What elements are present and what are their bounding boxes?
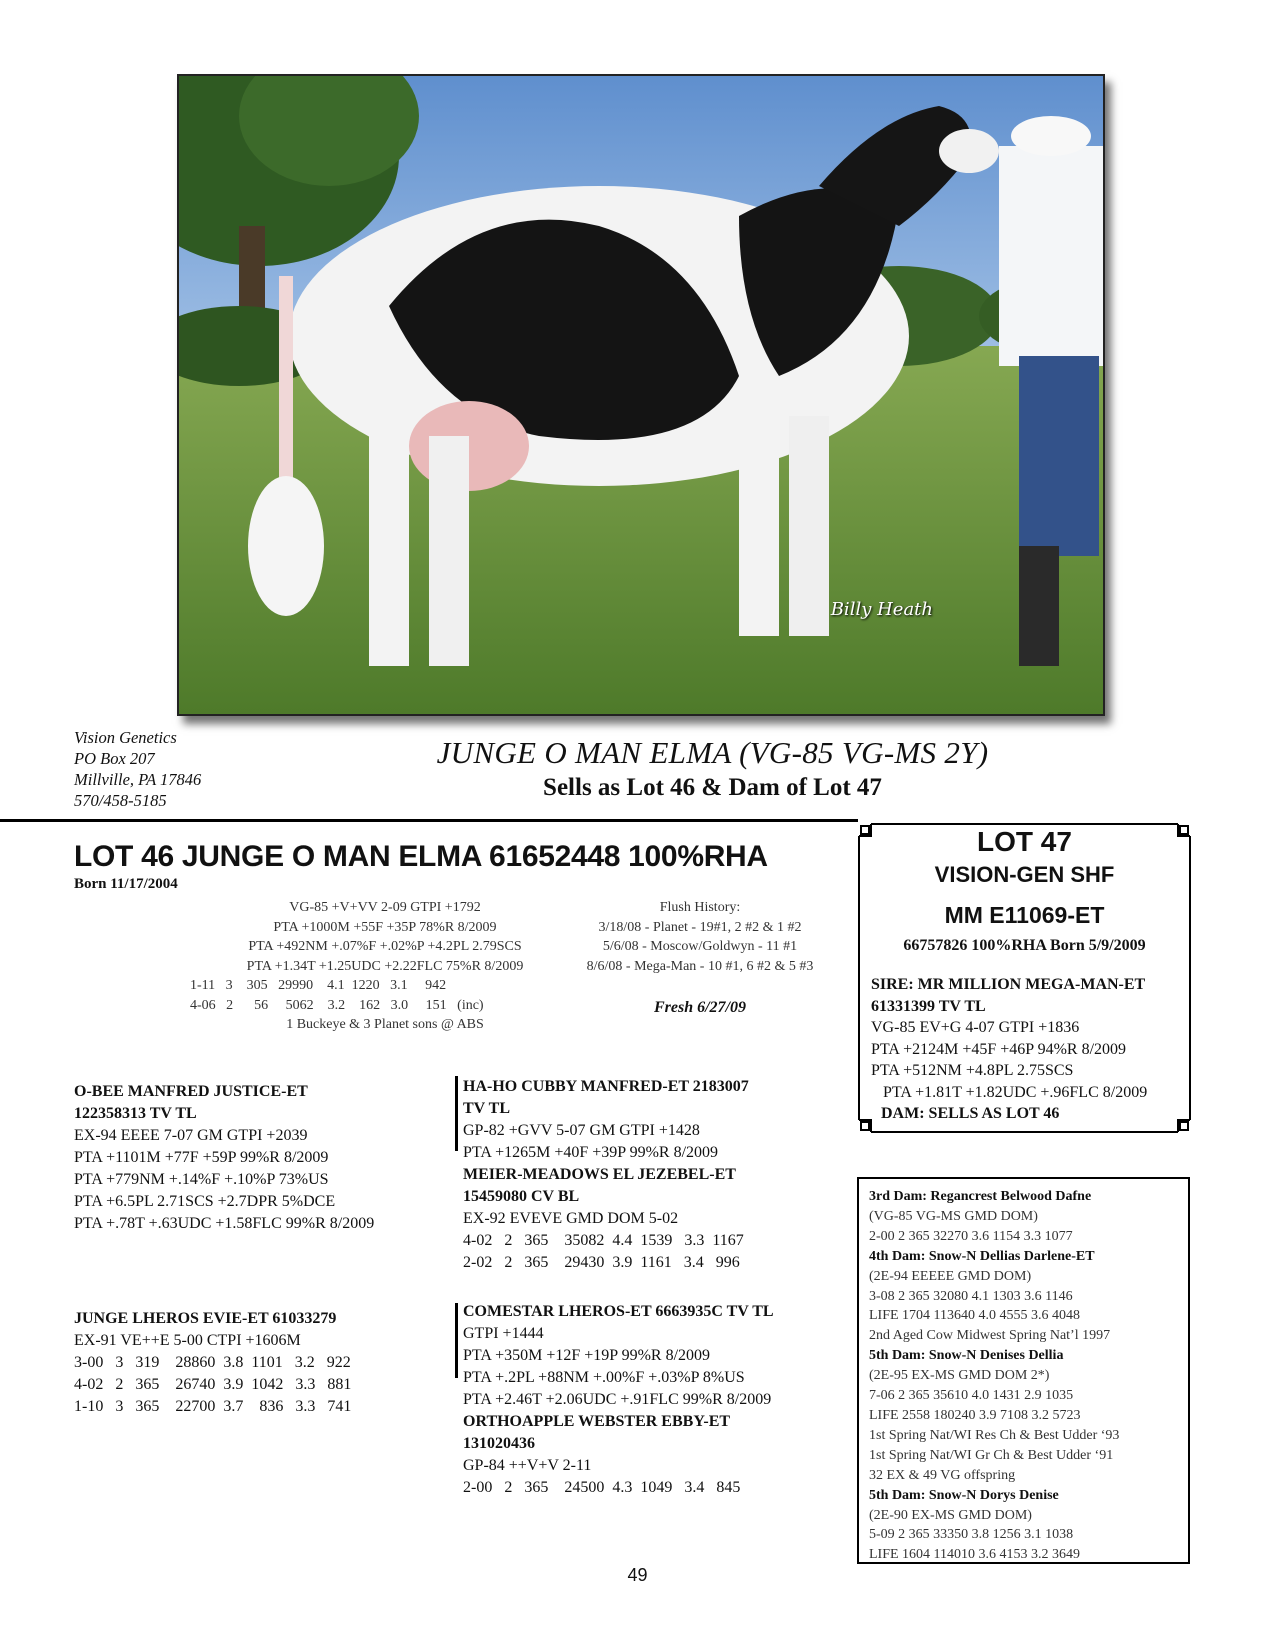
lot47-sire-name: SIRE: MR MILLION MEGA-MAN-ET bbox=[871, 976, 1146, 993]
dam-sire-line: GTPI +1444 bbox=[463, 1325, 544, 1342]
ancestor-line: (2E-95 EX-MS GMD DOM 2*) bbox=[869, 1368, 1050, 1384]
pedigree-bracket bbox=[455, 1303, 458, 1378]
dam-block bbox=[74, 1308, 434, 1418]
address-line: Vision Genetics bbox=[74, 728, 177, 747]
sire-line: PTA +1101M +77F +59P 99%R 8/2009 bbox=[74, 1149, 329, 1166]
ancestor-line: 7-06 2 365 35610 4.0 1431 2.9 1035 bbox=[869, 1388, 1074, 1404]
dam-record: 3-00 3 319 28860 3.8 1101 3.2 922 bbox=[74, 1354, 351, 1371]
dam-record: 1-10 3 365 22700 3.7 836 3.3 741 bbox=[74, 1398, 352, 1415]
dam-dam-record: 2-00 2 365 24500 4.3 1049 3.4 845 bbox=[463, 1479, 741, 1496]
ancestor-line: (2E-90 EX-MS GMD DOM) bbox=[869, 1507, 1032, 1523]
sire-line: EX-94 EEEE 7-07 GM GTPI +2039 bbox=[74, 1127, 308, 1144]
lot47-sire-line: PTA +1.81T +1.82UDC +.96FLC 8/2009 bbox=[871, 1083, 1148, 1101]
lot47-sire-reg: 61331399 TV TL bbox=[871, 997, 986, 1015]
page-title: JUNGE O MAN ELMA (VG-85 VG-MS 2Y) bbox=[436, 735, 989, 770]
sire-sire-line: PTA +1265M +40F +39P 99%R 8/2009 bbox=[463, 1144, 719, 1161]
record-line: 1-11 3 305 29990 4.1 1220 3.1 942 bbox=[190, 978, 447, 993]
divider bbox=[0, 819, 858, 822]
ancestor-line: 1st Spring Nat/WI Gr Ch & Best Udder ‘91 bbox=[869, 1447, 1114, 1463]
ancestor-heading: 5th Dam: Snow-N Denises Dellia bbox=[869, 1348, 1064, 1364]
lot46-born: Born 11/17/2004 bbox=[74, 876, 178, 892]
ancestor-heading: 3rd Dam: Regancrest Belwood Dafne bbox=[869, 1189, 1092, 1204]
lot47-dam-line: DAM: SELLS AS LOT 46 bbox=[881, 1105, 1060, 1122]
sire-line: PTA +779NM +.14%F +.10%P 73%US bbox=[74, 1171, 329, 1188]
flush-line: 3/18/08 - Planet - 19#1, 2 #2 & 1 #2 bbox=[598, 919, 802, 935]
lot47-sire-line: PTA +2124M +45F +46P 94%R 8/2009 bbox=[871, 1040, 1127, 1058]
flush-line: 8/6/08 - Mega-Man - 10 #1, 6 #2 & 5 #3 bbox=[586, 958, 814, 974]
dam-sire-line: PTA +350M +12F +19P 99%R 8/2009 bbox=[463, 1347, 711, 1364]
lot47-sire-line: PTA +512NM +4.8PL 2.75SCS bbox=[871, 1062, 1074, 1079]
record-line: 4-06 2 56 5062 3.2 162 3.0 151 (inc) bbox=[190, 997, 484, 1013]
sire-sire-reg: TV TL bbox=[463, 1100, 510, 1117]
lot47-sire-line: VG-85 EV+G 4-07 GTPI +1836 bbox=[871, 1019, 1080, 1036]
sire-dam-record: 2-02 2 365 29430 3.9 1161 3.4 996 bbox=[463, 1254, 740, 1271]
sire-dam-record: 4-02 2 365 35082 4.4 1539 3.3 1167 bbox=[463, 1232, 744, 1249]
page-number: 49 bbox=[627, 1565, 648, 1585]
sons-line: 1 Buckeye & 3 Planet sons @ ABS bbox=[286, 1017, 484, 1032]
flush-history bbox=[555, 898, 845, 976]
lot46-stats bbox=[180, 898, 590, 1035]
flush-title: Flush History: bbox=[659, 900, 741, 915]
lot46-heading: LOT 46 JUNGE O MAN ELMA 61652448 100%RHA bbox=[74, 840, 768, 873]
sire-dam-name: MEIER-MEADOWS EL JEZEBEL-ET bbox=[463, 1166, 736, 1183]
photo-credit: Billy Heath bbox=[830, 599, 933, 620]
dam-name: JUNGE LHEROS EVIE-ET 61033279 bbox=[74, 1310, 337, 1327]
dam-dam-line: GP-84 ++V+V 2-11 bbox=[463, 1457, 592, 1474]
cow-photo-illustration bbox=[179, 76, 1103, 714]
sire-sire-block bbox=[463, 1076, 823, 1274]
dam-sire-line: PTA +2.46T +2.06UDC +.91FLC 99%R 8/2009 bbox=[463, 1391, 772, 1408]
sire-line: PTA +6.5PL 2.71SCS +2.7DPR 5%DCE bbox=[74, 1193, 336, 1210]
stat-line: VG-85 +V+VV 2-09 GTPI +1792 bbox=[289, 900, 481, 915]
sire-dam-reg: 15459080 CV BL bbox=[463, 1188, 580, 1205]
dam-dam-reg: 131020436 bbox=[463, 1435, 535, 1452]
stat-line: PTA +492NM +.07%F +.02%P +4.2PL 2.79SCS bbox=[248, 939, 522, 954]
address-line: Millville, PA 17846 bbox=[74, 770, 202, 789]
sire-sire-name: HA-HO CUBBY MANFRED-ET 2183007 bbox=[463, 1078, 749, 1095]
sire-dam-line: EX-92 EVEVE GMD DOM 5-02 bbox=[463, 1210, 679, 1227]
flush-line: 5/6/08 - Moscow/Goldwyn - 11 #1 bbox=[602, 939, 798, 954]
page-subtitle: Sells as Lot 46 & Dam of Lot 47 bbox=[543, 774, 882, 801]
pedigree-bracket bbox=[455, 1076, 458, 1151]
ancestor-line: (2E-94 EEEEE GMD DOM) bbox=[869, 1268, 1032, 1284]
sire-line: PTA +.78T +.63UDC +1.58FLC 99%R 8/2009 bbox=[74, 1215, 375, 1232]
lot47-title: LOT 47 bbox=[977, 826, 1072, 857]
sire-block bbox=[74, 1081, 434, 1235]
dam-sire-name: COMESTAR LHEROS-ET 6663935C TV TL bbox=[463, 1303, 774, 1320]
ancestor-line: 32 EX & 49 VG offspring bbox=[869, 1467, 1016, 1483]
lot47-box bbox=[857, 822, 1192, 1134]
lot47-subtitle: VISION-GEN SHF bbox=[934, 862, 1115, 887]
extended-pedigree-box bbox=[857, 1177, 1190, 1564]
dam-sire-line: PTA +.2PL +88NM +.00%F +.03%P 8%US bbox=[463, 1369, 745, 1386]
lot47-name: MM E11069-ET bbox=[944, 902, 1105, 928]
ancestor-line: 5-09 2 365 33350 3.8 1256 3.1 1038 bbox=[869, 1527, 1074, 1543]
stat-line: PTA +1.34T +1.25UDC +2.22FLC 75%R 8/2009 bbox=[246, 958, 524, 974]
ancestor-heading: 5th Dam: Snow-N Dorys Denise bbox=[869, 1487, 1059, 1503]
ancestor-line: 1st Spring Nat/WI Res Ch & Best Udder ‘93 bbox=[869, 1427, 1120, 1443]
ancestor-line: 2-00 2 365 32270 3.6 1154 3.3 1077 bbox=[869, 1228, 1073, 1244]
ancestor-heading: 4th Dam: Snow-N Dellias Darlene-ET bbox=[869, 1248, 1095, 1264]
dam-record: 4-02 2 365 26740 3.9 1042 3.3 881 bbox=[74, 1376, 352, 1393]
stat-line: PTA +1000M +55F +35P 78%R 8/2009 bbox=[273, 919, 497, 935]
cow-photo bbox=[177, 74, 1105, 716]
dam-sire-block bbox=[463, 1301, 823, 1499]
ancestor-line: 3-08 2 365 32080 4.1 1303 3.6 1146 bbox=[869, 1288, 1073, 1304]
ancestor-line: LIFE 1604 114010 3.6 4153 3.2 3649 bbox=[869, 1547, 1081, 1563]
sire-sire-line: GP-82 +GVV 5-07 GM GTPI +1428 bbox=[463, 1122, 700, 1139]
lot47-reg: 66757826 100%RHA Born 5/9/2009 bbox=[903, 937, 1146, 954]
fresh-date: Fresh 6/27/09 bbox=[653, 999, 746, 1016]
address-line: PO Box 207 bbox=[74, 749, 155, 768]
sire-name: O-BEE MANFRED JUSTICE-ET bbox=[74, 1083, 308, 1100]
ancestor-line: LIFE 2558 180240 3.9 7108 3.2 5723 bbox=[869, 1407, 1081, 1423]
address-line: 570/458-5185 bbox=[74, 791, 167, 810]
ancestor-line: (VG-85 VG-MS GMD DOM) bbox=[869, 1208, 1038, 1224]
dam-dam-name: ORTHOAPPLE WEBSTER EBBY-ET bbox=[463, 1413, 731, 1430]
lot47-sire bbox=[871, 974, 1186, 1125]
sire-reg: 122358313 TV TL bbox=[74, 1105, 197, 1122]
ancestor-line: 2nd Aged Cow Midwest Spring Nat’l 1997 bbox=[869, 1328, 1111, 1344]
dam-line: EX-91 VE++E 5-00 CTPI +1606M bbox=[74, 1332, 301, 1349]
ancestor-line: LIFE 1704 113640 4.0 4555 3.6 4048 bbox=[869, 1308, 1081, 1324]
